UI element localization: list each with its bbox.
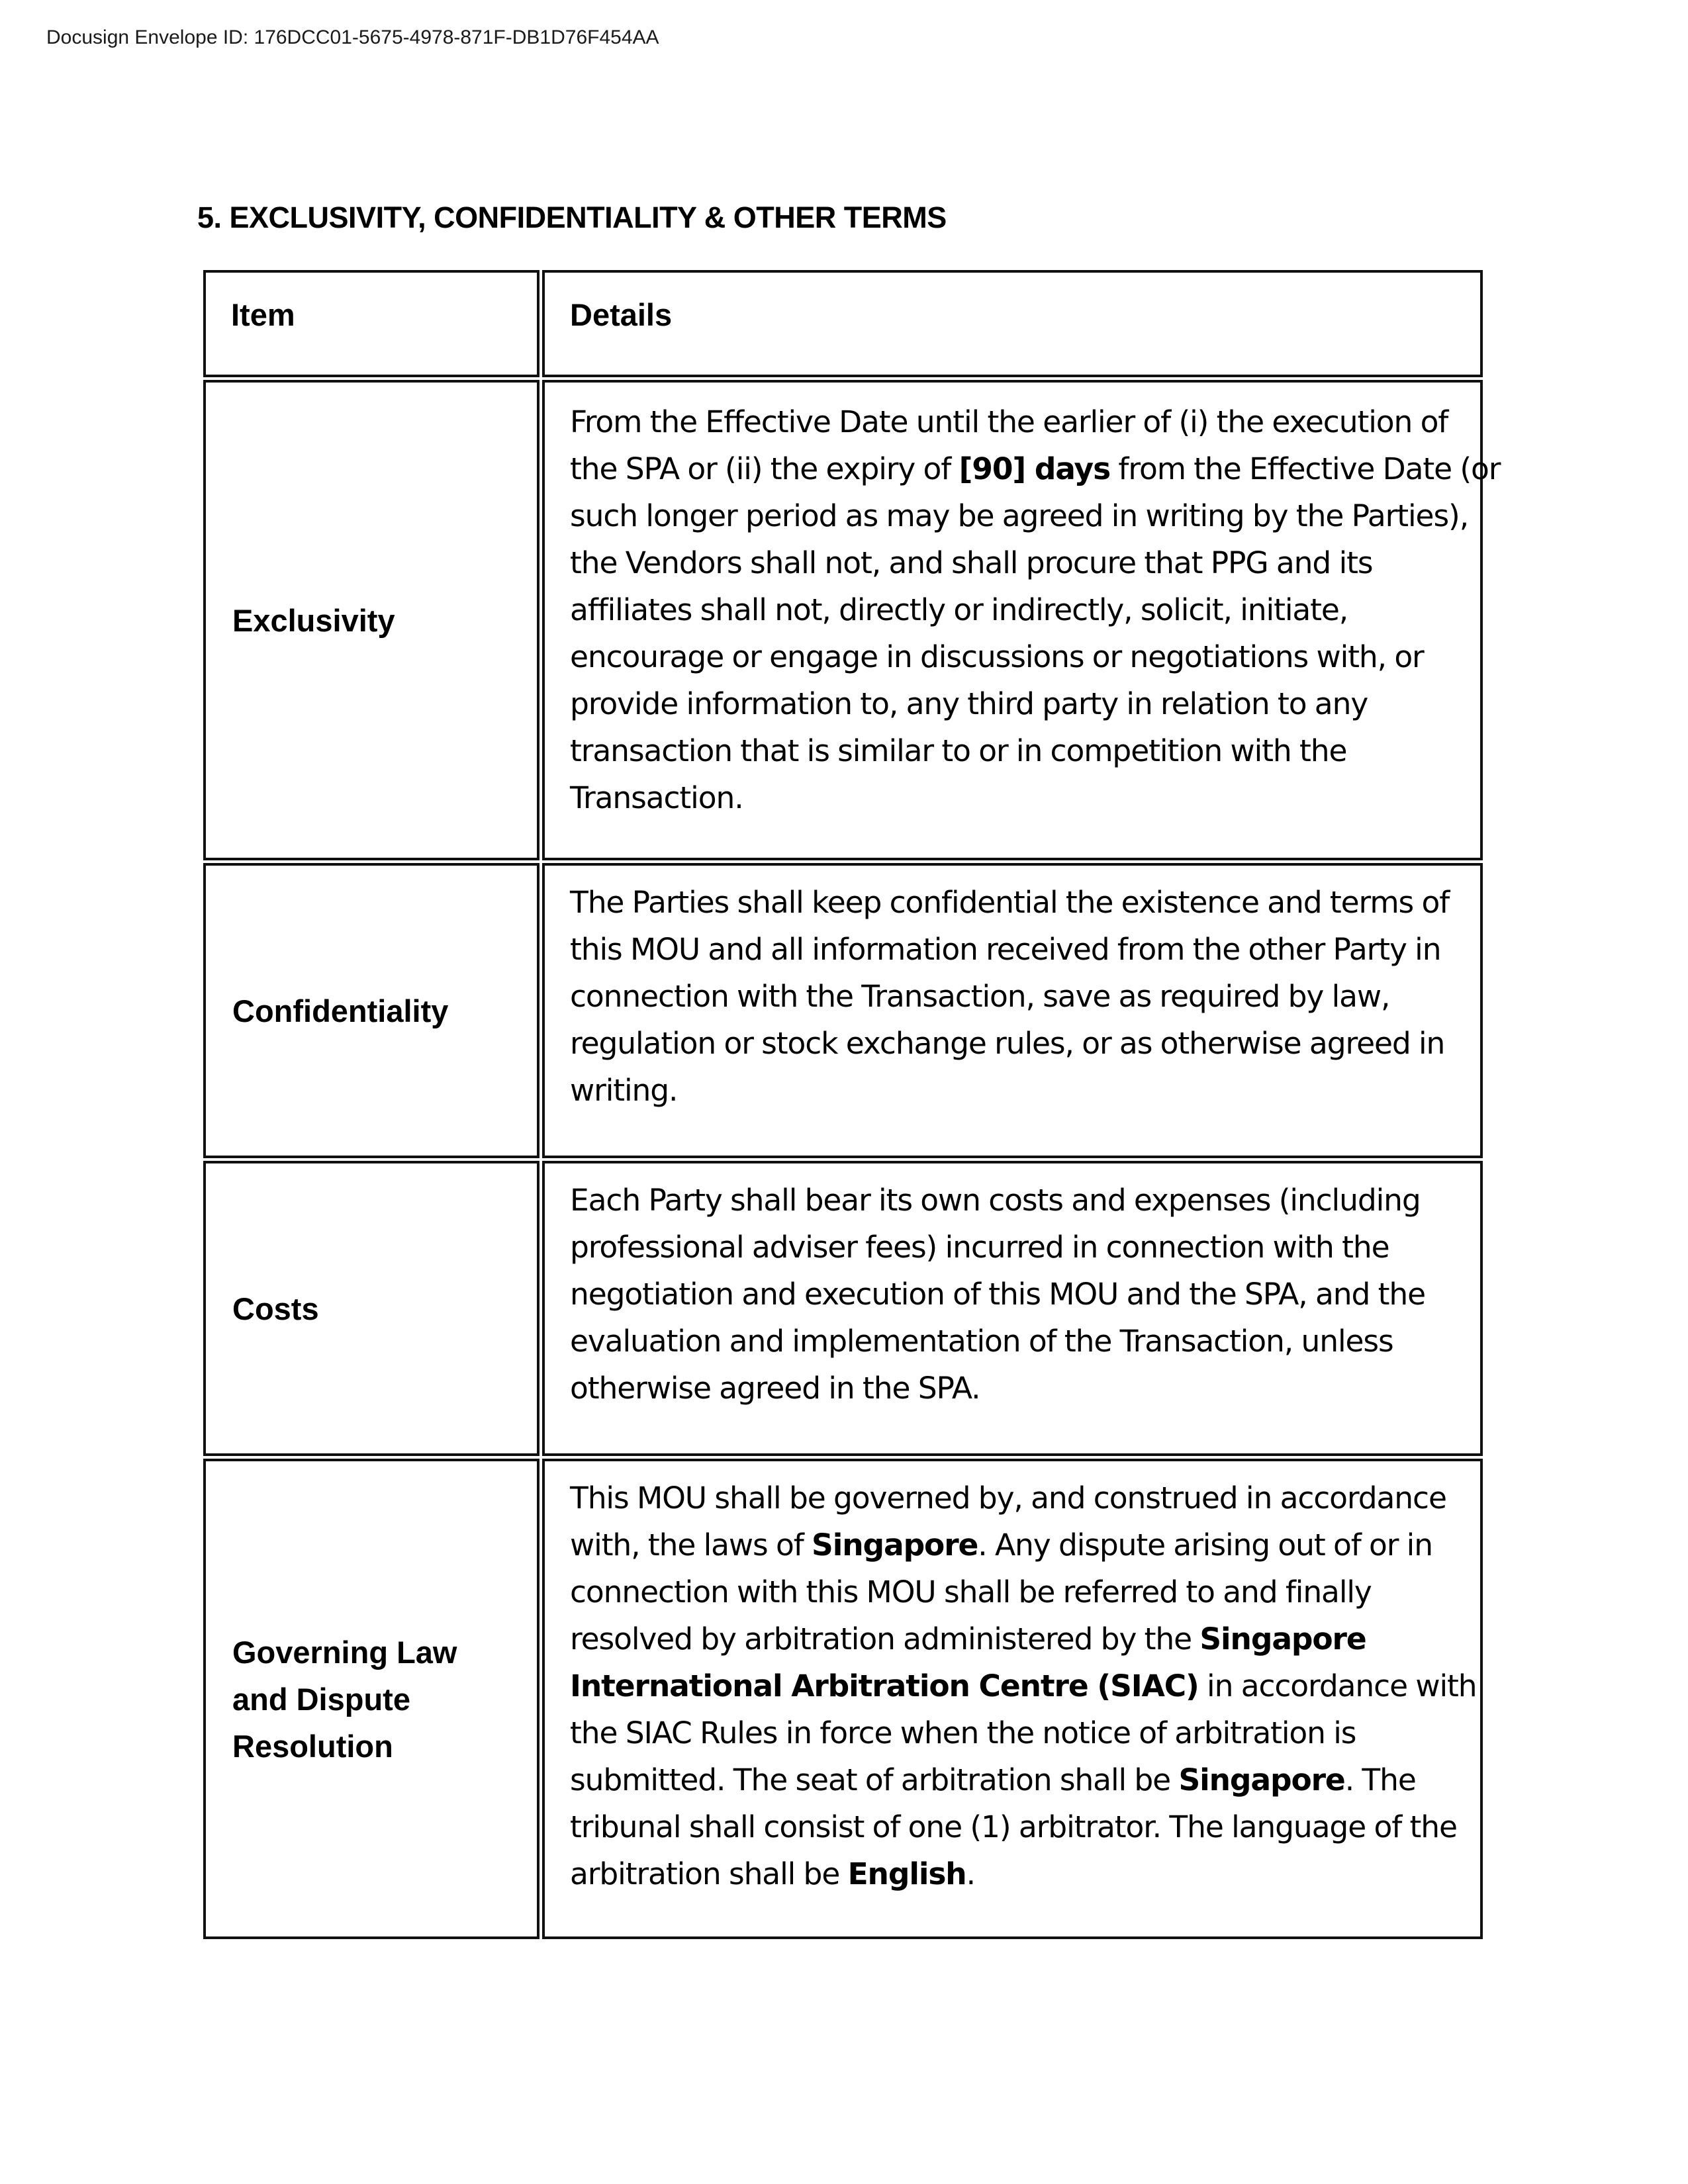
detail-line: This MOU shall be governed by, and construed in accordance xyxy=(570,1480,1446,1516)
section-heading: 5. EXCLUSIVITY, CONFIDENTIALITY & OTHER TERMS xyxy=(197,201,947,234)
table-row-costs-details xyxy=(542,1161,1483,1456)
header-item-label: Item xyxy=(231,297,295,332)
detail-line: the SPA or (ii) the expiry of [90] days from the Effective Date (or xyxy=(570,451,1501,486)
header-cell-details xyxy=(542,270,1483,377)
item-label-line: Resolution xyxy=(232,1728,393,1764)
detail-line: evaluation and implementation of the Transaction, unless xyxy=(570,1324,1393,1359)
detail-line: Each Party shall bear its own costs and expenses (including xyxy=(570,1183,1421,1218)
bold-term: International Arbitration Centre (SIAC) xyxy=(570,1668,1199,1704)
detail-line: the Vendors shall not, and shall procure that PPG and its xyxy=(570,545,1373,580)
detail-text-costs xyxy=(570,1177,1460,1412)
bold-term: Singapore xyxy=(1178,1762,1345,1797)
detail-line: Transaction. xyxy=(570,780,743,815)
detail-text-confidentiality xyxy=(570,879,1460,1114)
item-label-line: and Dispute xyxy=(232,1681,410,1717)
detail-line: writing. xyxy=(570,1073,678,1108)
detail-line: transaction that is similar to or in competition with the xyxy=(570,733,1347,768)
header-cell-item xyxy=(203,270,539,377)
item-label-costs: Costs xyxy=(232,1291,319,1326)
bold-term: Singapore xyxy=(1199,1621,1366,1657)
detail-line: connection with the Transaction, save as required by law, xyxy=(570,979,1390,1014)
detail-line: regulation or stock exchange rules, or as otherwise agreed in xyxy=(570,1026,1445,1061)
detail-line: From the Effective Date until the earlier of (i) the execution of xyxy=(570,404,1448,439)
detail-text-governing-law xyxy=(570,1475,1477,1897)
item-label-confidentiality: Confidentiality xyxy=(232,993,449,1028)
header-details-label: Details xyxy=(570,297,673,332)
bold-term: Singapore xyxy=(812,1527,978,1563)
envelope-id: Docusign Envelope ID: 176DCC01-5675-4978-871F-DB1D76F454AA xyxy=(46,26,659,48)
detail-line: The Parties shall keep confidential the existence and terms of xyxy=(570,885,1450,920)
table-row-costs-item xyxy=(203,1161,539,1456)
bold-term: English xyxy=(847,1856,966,1891)
item-label-exclusivity: Exclusivity xyxy=(232,602,395,638)
detail-line: professional adviser fees) incurred in connection with the xyxy=(570,1230,1389,1265)
detail-line: arbitration shall be English. xyxy=(570,1856,975,1891)
detail-line: affiliates shall not, directly or indirectly, solicit, initiate, xyxy=(570,592,1348,627)
detail-line: tribunal shall consist of one (1) arbitrator. The language of the xyxy=(570,1809,1457,1844)
detail-text-exclusivity xyxy=(570,398,1501,821)
detail-line: this MOU and all information received from the other Party in xyxy=(570,932,1441,967)
detail-line: resolved by arbitration administered by the Singapore xyxy=(570,1621,1366,1657)
table-row-governing-law-item xyxy=(203,1459,539,1939)
detail-line: such longer period as may be agreed in writing by the Parties), xyxy=(570,498,1469,533)
detail-line: submitted. The seat of arbitration shall be Singapore. The xyxy=(570,1762,1416,1797)
item-label-line: Governing Law xyxy=(232,1634,457,1670)
table-row-confidentiality-details xyxy=(542,863,1483,1158)
detail-line: the SIAC Rules in force when the notice of arbitration is xyxy=(570,1715,1356,1751)
detail-line: International Arbitration Centre (SIAC) in accordance with xyxy=(570,1668,1477,1704)
table-row-confidentiality-item xyxy=(203,863,539,1158)
table-row-governing-law-details xyxy=(542,1459,1483,1939)
detail-line: connection with this MOU shall be referred to and finally xyxy=(570,1574,1372,1610)
table-row-exclusivity-details xyxy=(542,380,1501,860)
table-row-exclusivity-item xyxy=(203,380,539,860)
bold-term: [90] days xyxy=(959,451,1111,486)
detail-line: otherwise agreed in the SPA. xyxy=(570,1371,980,1406)
detail-line: provide information to, any third party in relation to any xyxy=(570,686,1368,721)
detail-line: negotiation and execution of this MOU and the SPA, and the xyxy=(570,1277,1426,1312)
detail-line: encourage or engage in discussions or negotiations with, or xyxy=(570,639,1424,674)
detail-line: with, the laws of Singapore. Any dispute arising out of or in xyxy=(570,1527,1432,1563)
item-label-governing-law xyxy=(232,1461,524,1936)
